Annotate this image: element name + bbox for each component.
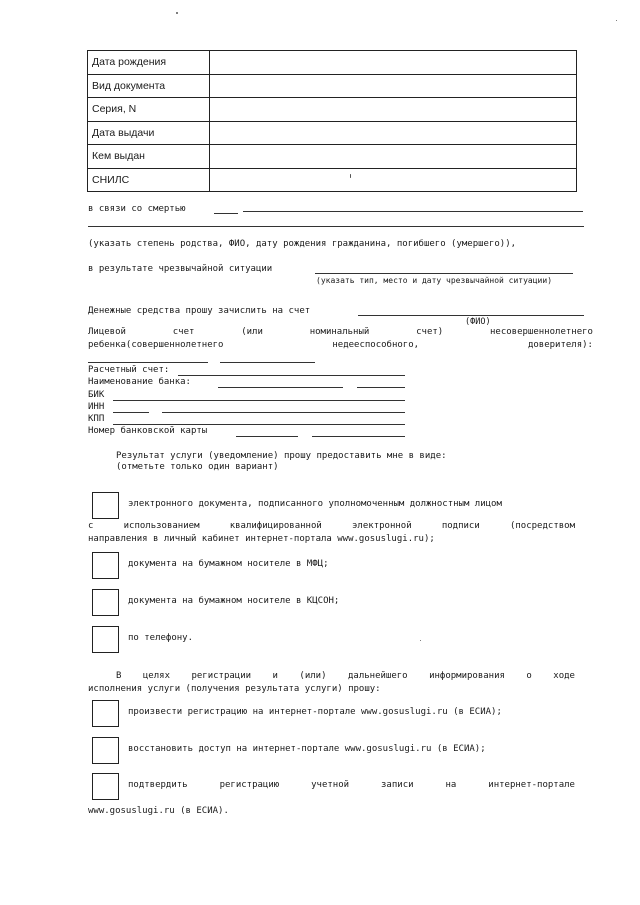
table-row [88, 98, 577, 122]
account-text-line-1 [88, 327, 593, 337]
death-line-short[interactable] [214, 213, 238, 214]
card-number-field-1[interactable] [236, 436, 298, 437]
registration-word: дальнейшего [347, 671, 408, 681]
identity-table [87, 50, 577, 192]
table-row [88, 51, 577, 75]
option-word: квалифицированной [229, 521, 322, 531]
row-label-snils: СНИЛС [88, 168, 210, 192]
option-word: (посредством [509, 521, 575, 531]
result-note: (отметьте только один вариант) [116, 462, 279, 472]
account-holder-line-2[interactable] [220, 362, 315, 363]
kpp-label: КПП [88, 414, 105, 424]
confirm-word: учетной [311, 780, 350, 790]
result-option-electronic-cont-line-2: направления в личный кабинет интернет-портала www.gosuslugi.ru); [88, 534, 435, 544]
account-word: счет) [416, 327, 444, 337]
row-label-series-number: Серия, N [88, 98, 210, 122]
confirm-word: интернет-портале [488, 780, 575, 790]
bik-field[interactable] [113, 400, 405, 401]
inn-label: ИНН [88, 402, 105, 412]
result-option-electronic-label: электронного документа, подписанного уполномоченным должностным лицом [128, 499, 502, 509]
registration-option-restore-label: восстановить доступ на интернет-портале www.gosuslugi.ru (в ЕСИА); [128, 744, 486, 754]
registration-word: и [272, 671, 278, 681]
bank-name-label: Наименование банка: [88, 377, 191, 387]
settlement-account-label: Расчетный счет: [88, 365, 170, 375]
issued-by-field[interactable] [210, 145, 577, 169]
result-option-electronic-cont-line-1 [88, 521, 575, 531]
emergency-label: в результате чрезвычайной ситуации [88, 264, 273, 274]
card-number-field-2[interactable] [312, 436, 405, 437]
registration-intro-line-1 [116, 671, 575, 681]
scan-speck [350, 174, 351, 178]
issue-date-field[interactable] [210, 121, 577, 145]
registration-word: целях [142, 671, 170, 681]
settlement-account-field[interactable] [178, 375, 405, 376]
result-option-kcson-label: документа на бумажном носителе в КЦСОН; [128, 596, 340, 606]
result-option-phone-checkbox[interactable] [92, 626, 119, 653]
result-option-kcson-checkbox[interactable] [92, 589, 119, 616]
registration-option-confirm-label [128, 780, 575, 790]
account-word: ребенка(совершеннолетнего [88, 340, 224, 350]
row-label-birth-date: Дата рождения [88, 51, 210, 75]
account-word: (или [241, 327, 263, 337]
table-row [88, 168, 577, 192]
table-row [88, 74, 577, 98]
option-word: с [88, 521, 94, 531]
account-holder-line-1[interactable] [88, 362, 208, 363]
confirm-word: подтвердить [128, 780, 188, 790]
registration-word: регистрации [191, 671, 252, 681]
registration-option-register-checkbox[interactable] [92, 700, 119, 727]
registration-intro-line-2: исполнения услуги (получения результата услуги) прошу: [88, 684, 381, 694]
emergency-hint: (указать тип, место и дату чрезвычайной ситуации) [316, 276, 553, 285]
bank-name-field-1[interactable] [218, 387, 343, 388]
fio-hint: (ФИО) [465, 317, 491, 327]
result-option-phone-label: по телефону. [128, 633, 194, 643]
scan-speck [616, 20, 617, 21]
account-fio-line[interactable] [358, 315, 584, 316]
account-word: Лицевой [88, 327, 126, 337]
inn-field-1[interactable] [113, 412, 149, 413]
registration-word: (или) [299, 671, 327, 681]
row-label-issue-date: Дата выдачи [88, 121, 210, 145]
confirm-word: регистрацию [219, 780, 280, 790]
option-word: использованием [123, 521, 200, 531]
result-option-mfc-label: документа на бумажном носителе в МФЦ; [128, 559, 329, 569]
registration-word: информирования [429, 671, 505, 681]
kpp-field[interactable] [113, 424, 405, 425]
card-number-label: Номер банковской карты [88, 426, 208, 436]
scan-speck [420, 640, 421, 641]
option-word: электронной [352, 521, 412, 531]
document-type-field[interactable] [210, 74, 577, 98]
confirm-word: на [445, 780, 457, 790]
registration-option-confirm-checkbox[interactable] [92, 773, 119, 800]
confirm-word: записи [381, 780, 414, 790]
snils-field[interactable] [210, 168, 577, 192]
death-line-2[interactable] [88, 226, 584, 227]
death-hint: (указать степень родства, ФИО, дату рождения гражданина, погибшего (умершего)), [88, 239, 517, 249]
birth-date-field[interactable] [210, 51, 577, 75]
result-intro: Результат услуги (уведомление) прошу предоставить мне в виде: [116, 451, 447, 461]
row-label-issued-by: Кем выдан [88, 145, 210, 169]
row-label-document-type: Вид документа [88, 74, 210, 98]
death-line-1[interactable] [243, 211, 583, 212]
account-word: доверителя): [527, 340, 593, 350]
inn-field-2[interactable] [162, 412, 405, 413]
account-word: несовершеннолетнего [490, 327, 593, 337]
registration-option-confirm-cont: www.gosuslugi.ru (в ЕСИА). [88, 806, 229, 816]
registration-word: о [526, 671, 532, 681]
result-option-electronic-checkbox[interactable] [92, 492, 119, 519]
registration-word: ходе [553, 671, 575, 681]
scan-speck [176, 12, 178, 14]
account-label: Денежные средства прошу зачислить на счет [88, 306, 311, 316]
bik-label: БИК [88, 390, 105, 400]
series-number-field[interactable] [210, 98, 577, 122]
option-word: подписи [441, 521, 480, 531]
registration-option-restore-checkbox[interactable] [92, 737, 119, 764]
bank-name-field-2[interactable] [357, 387, 405, 388]
account-word: счет [172, 327, 195, 337]
registration-option-register-label: произвести регистрацию на интернет-портале www.gosuslugi.ru (в ЕСИА); [128, 707, 502, 717]
account-text-line-2 [88, 340, 593, 350]
table-row [88, 145, 577, 169]
death-label: в связи со смертью [88, 204, 186, 214]
table-row [88, 121, 577, 145]
registration-word: В [116, 671, 122, 681]
emergency-line[interactable] [315, 273, 573, 274]
result-option-mfc-checkbox[interactable] [92, 552, 119, 579]
account-word: номинальный [309, 327, 370, 337]
account-word: недееспособного, [332, 340, 420, 350]
